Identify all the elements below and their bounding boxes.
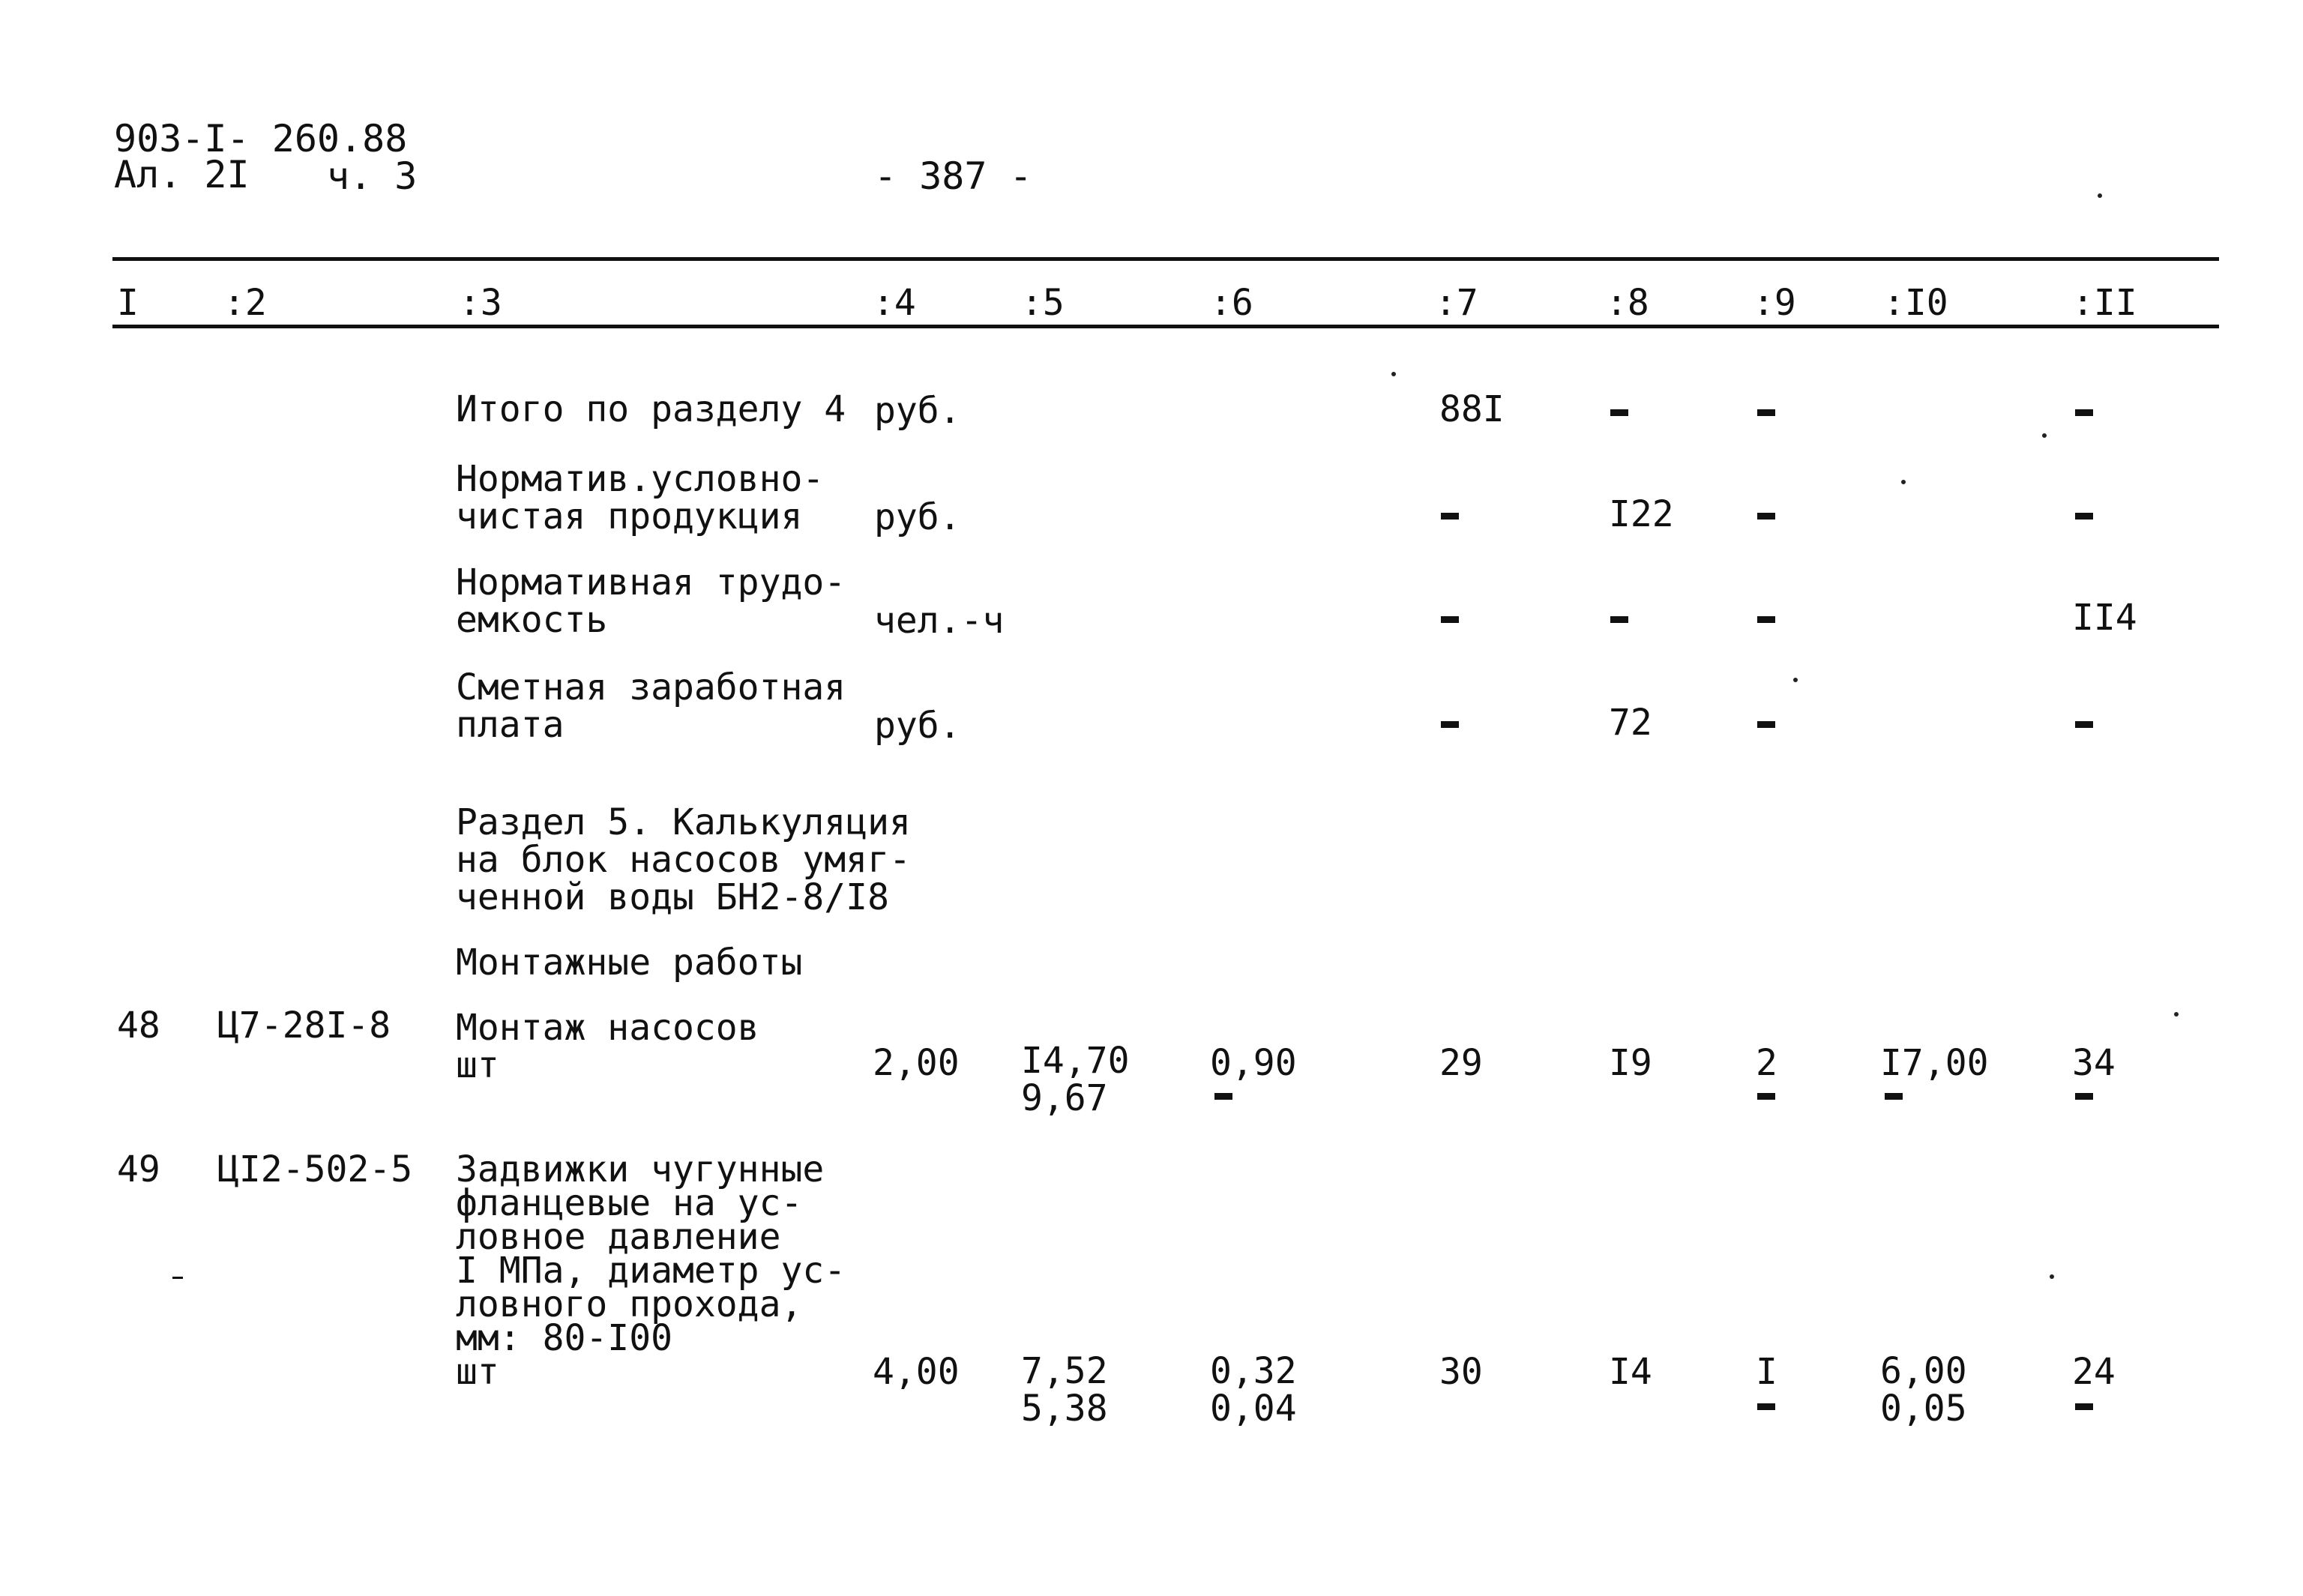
column-header-7: :7 — [1435, 282, 1478, 324]
summary-unit: руб. — [874, 496, 961, 538]
dash-col9 — [1757, 721, 1775, 728]
item-col10: I7,00 — [1880, 1042, 1989, 1084]
item-col5: I4,70 9,67 — [1021, 1040, 1130, 1119]
section-title: Раздел 5. Калькуляция на блок насосов умяг- ченной воды БН2-8/I8 — [456, 801, 911, 918]
dash-col10 — [1885, 1093, 1903, 1100]
scan-speck — [1793, 678, 1798, 682]
column-header-9: :9 — [1753, 282, 1796, 324]
item-code: Ц7-28I-8 — [217, 1005, 391, 1047]
column-header-2: :2 — [223, 282, 267, 324]
dash-col7 — [1441, 616, 1459, 623]
column-header-1: I — [117, 282, 139, 324]
dash-col11 — [2075, 1093, 2093, 1100]
item-quantity: 2,00 — [873, 1042, 960, 1084]
scan-speck — [2042, 433, 2047, 438]
scan-speck — [2098, 193, 2102, 198]
item-col5: 7,52 5,38 — [1021, 1350, 1108, 1430]
summary-unit: чел.-ч — [874, 600, 1005, 642]
scan-speck — [2174, 1012, 2179, 1017]
scan-speck — [172, 1277, 183, 1279]
dash-col8 — [1610, 409, 1628, 416]
item-col10: 6,00 0,05 — [1880, 1350, 1967, 1430]
scan-speck — [2050, 1274, 2054, 1279]
summary-name: Сметная заработная плата — [456, 666, 846, 746]
item-col6: 0,32 0,04 — [1210, 1350, 1297, 1430]
item-col6: 0,90 — [1210, 1042, 1297, 1084]
column-header-5: :5 — [1021, 282, 1065, 324]
dash-col9 — [1757, 1093, 1775, 1100]
summary-unit: руб. — [874, 390, 961, 432]
dash-col11 — [2075, 721, 2093, 728]
column-header-10: :I0 — [1883, 282, 1948, 324]
item-col11: 34 — [2072, 1042, 2116, 1084]
column-header-11: :II — [2072, 282, 2137, 324]
dash-col7 — [1441, 721, 1459, 728]
dash-col11 — [2075, 1403, 2093, 1410]
scan-speck — [1901, 480, 1906, 484]
dash-col9 — [1757, 409, 1775, 416]
column-header-3: :3 — [459, 282, 502, 324]
item-quantity: 4,00 — [873, 1351, 960, 1393]
summary-name: Норматив.условно- чистая продукция — [456, 458, 825, 537]
dash-col6 — [1214, 1093, 1232, 1100]
dash-col9 — [1757, 513, 1775, 520]
summary-name: Итого по разделу 4 — [456, 388, 846, 430]
summary-value-col11: II4 — [2072, 597, 2137, 639]
column-header-4: :4 — [873, 282, 916, 324]
top-rule — [112, 257, 2219, 261]
summary-value-col7: 88I — [1439, 388, 1505, 430]
item-col7: 29 — [1439, 1042, 1483, 1084]
item-col9: 2 — [1756, 1042, 1777, 1084]
dash-col9 — [1757, 616, 1775, 623]
part-label: ч. 3 — [327, 154, 418, 198]
subsection-title: Монтажные работы — [456, 942, 803, 984]
scan-speck — [1391, 372, 1396, 376]
item-col7: 30 — [1439, 1351, 1483, 1393]
item-col8: I9 — [1609, 1042, 1652, 1084]
summary-unit: руб. — [874, 705, 961, 747]
column-header-rule — [112, 325, 2219, 328]
item-code: ЦI2-502-5 — [217, 1148, 413, 1190]
column-header-8: :8 — [1606, 282, 1649, 324]
item-col11: 24 — [2072, 1351, 2116, 1393]
dash-col9 — [1757, 1403, 1775, 1410]
document-code: 903-I- 260.88 — [114, 117, 408, 160]
item-name: Задвижки чугунные фланцевые на ус- ловное давление I МПа, диаметр ус- ловного прохода, мм: 80-I00 шт — [456, 1148, 846, 1393]
dash-col7 — [1441, 513, 1459, 520]
summary-value-col8: 72 — [1609, 702, 1652, 744]
dash-col8 — [1610, 616, 1628, 623]
page-number: - 387 - — [874, 154, 1032, 198]
dash-col11 — [2075, 409, 2093, 416]
item-number: 49 — [117, 1148, 160, 1190]
item-col8: I4 — [1609, 1351, 1652, 1393]
item-number: 48 — [117, 1005, 160, 1047]
summary-value-col8: I22 — [1609, 493, 1674, 535]
dash-col11 — [2075, 513, 2093, 520]
item-name: Монтаж насосов шт — [456, 1007, 759, 1086]
summary-name: Нормативная трудо- емкость — [456, 561, 846, 641]
sheet-label: Ал. 2I — [114, 153, 250, 196]
item-col9: I — [1756, 1351, 1777, 1393]
column-header-6: :6 — [1210, 282, 1253, 324]
